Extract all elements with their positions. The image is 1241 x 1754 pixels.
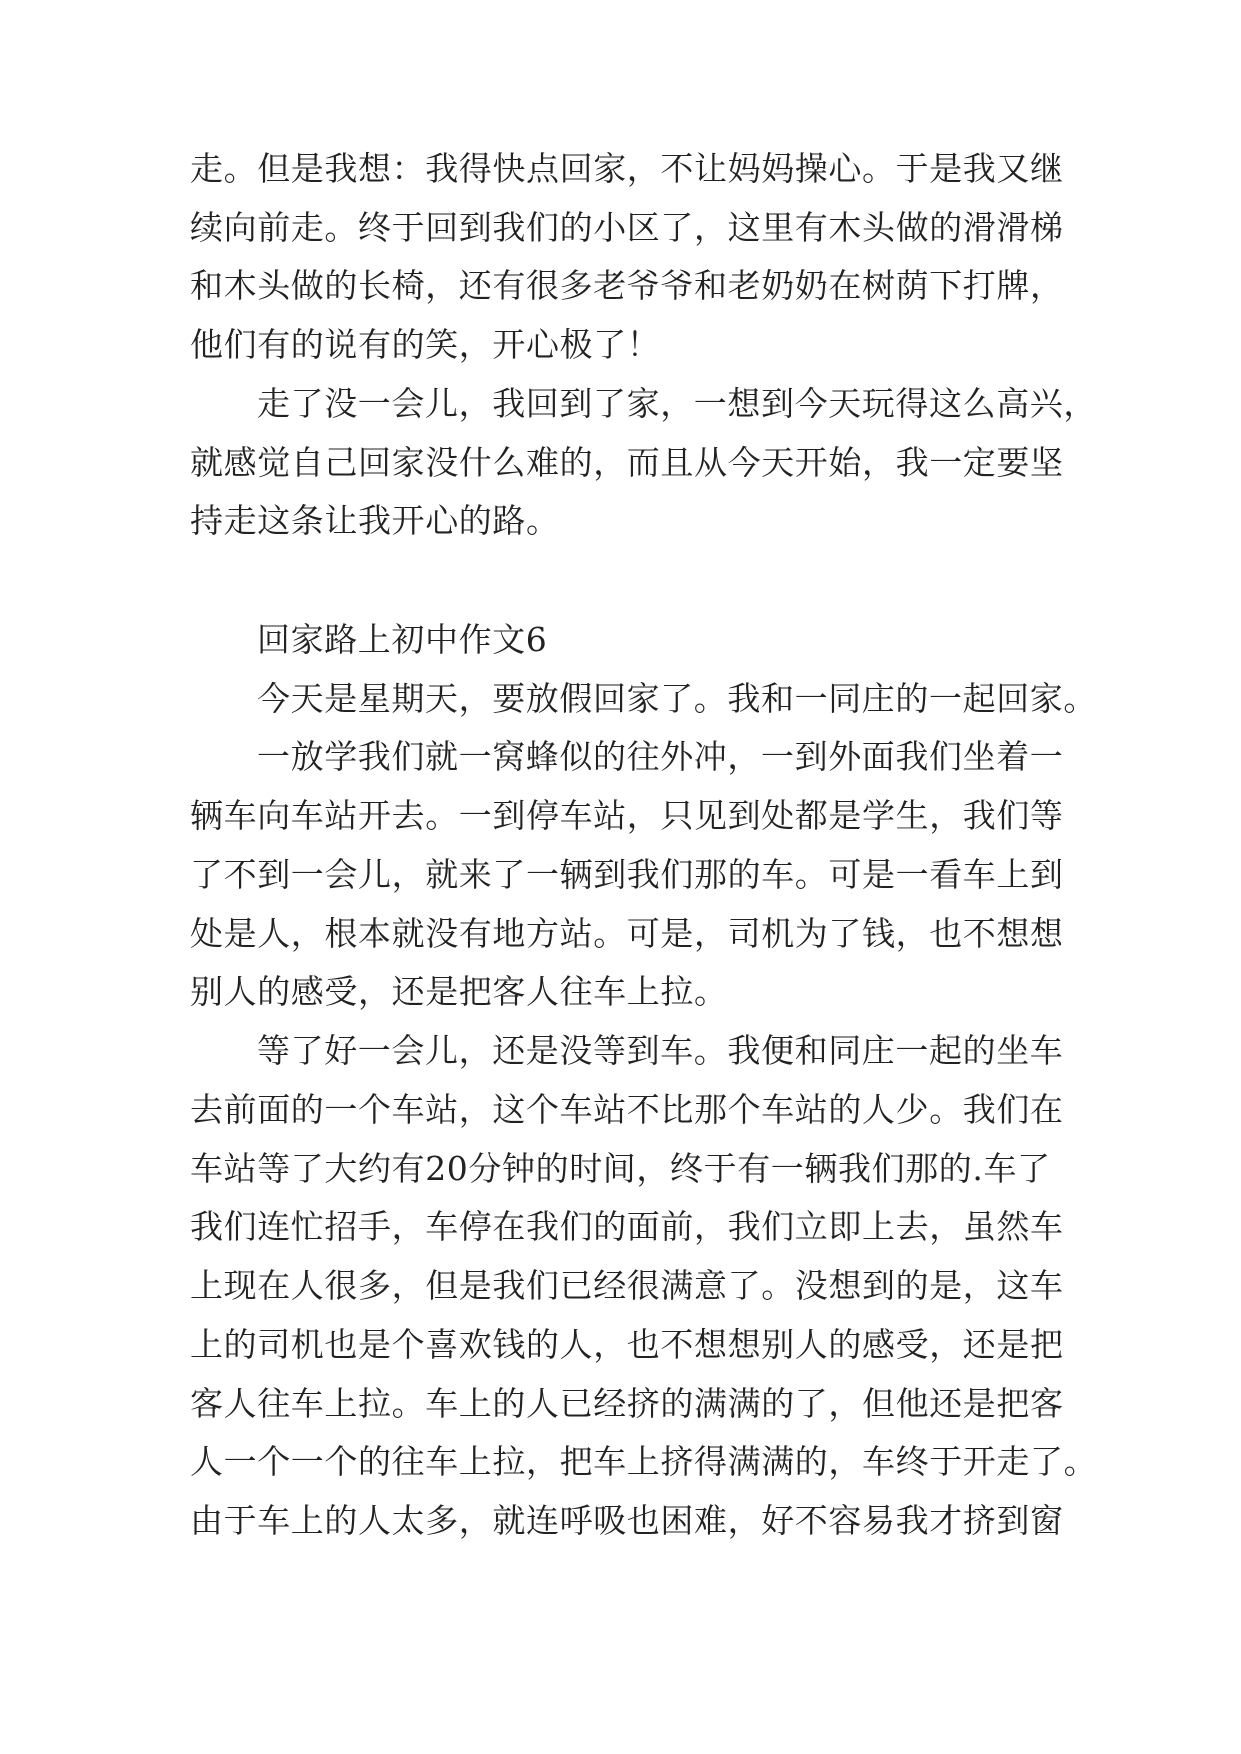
text-line: 上现在人很多，但是我们已经很满意了。没想到的是，这车 <box>190 1266 1064 1305</box>
paragraph-start-line: 走了没一会儿，我回到了家，一想到今天玩得这么高兴， <box>257 384 1097 423</box>
text-line: 去前面的一个车站，这个车站不比那个车站的人少。我们在 <box>190 1090 1064 1129</box>
text-line: 上的司机也是个喜欢钱的人，也不想想别人的感受，还是把 <box>190 1325 1064 1364</box>
text-line: 他们有的说有的笑，开心极了！ <box>190 325 661 364</box>
text-line: 续向前走。终于回到我们的小区了，这里有木头做的滑滑梯 <box>190 208 1064 247</box>
text-line: 人一个一个的往车上拉，把车上挤得满满的，车终于开走了。 <box>190 1442 1098 1481</box>
paragraph-start-line: 今天是星期天，要放假回家了。我和一同庄的一起回家。 <box>257 679 1097 718</box>
text-line: 我们连忙招手，车停在我们的面前，我们立即上去，虽然车 <box>190 1207 1064 1246</box>
paragraph-start-line: 等了好一会儿，还是没等到车。我便和同庄一起的坐车 <box>257 1031 1064 1070</box>
text-line: 处是人，根本就没有地方站。可是，司机为了钱，也不想想 <box>190 914 1064 953</box>
text-line: 和木头做的长椅，还有很多老爷爷和老奶奶在树荫下打牌， <box>190 266 1064 305</box>
text-line: 走。但是我想：我得快点回家，不让妈妈操心。于是我又继 <box>190 149 1064 188</box>
text-line: 别人的感受，还是把客人往车上拉。 <box>190 972 728 1011</box>
text-line: 由于车上的人太多，就连呼吸也困难，好不容易我才挤到窗 <box>190 1501 1064 1540</box>
text-line: 辆车向车站开去。一到停车站，只见到处都是学生，我们等 <box>190 796 1064 835</box>
section-heading: 回家路上初中作文6 <box>257 620 548 659</box>
text-line: 了不到一会儿，就来了一辆到我们那的车。可是一看车上到 <box>190 855 1064 894</box>
text-line: 客人往车上拉。车上的人已经挤的满满的了，但他还是把客 <box>190 1384 1064 1423</box>
text-line: 持走这条让我开心的路。 <box>190 501 560 540</box>
text-line: 就感觉自己回家没什么难的，而且从今天开始，我一定要坚 <box>190 443 1064 482</box>
paragraph-start-line: 一放学我们就一窝蜂似的往外冲，一到外面我们坐着一 <box>257 737 1064 776</box>
text-line: 车站等了大约有20分钟的时间，终于有一辆我们那的.车了 <box>190 1149 1051 1188</box>
